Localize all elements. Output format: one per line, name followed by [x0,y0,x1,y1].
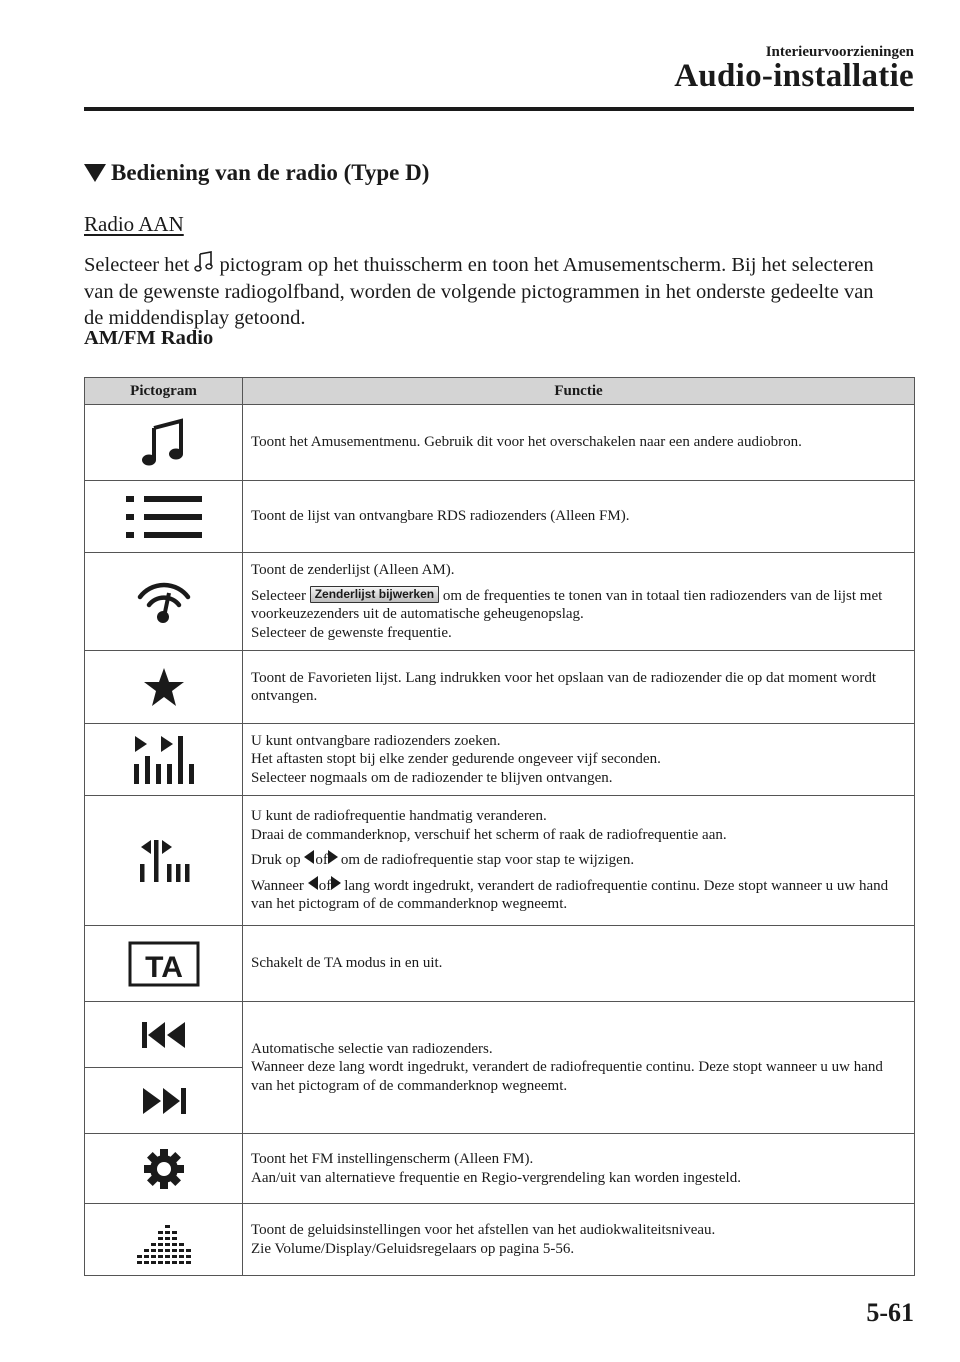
gear-icon [143,1148,185,1190]
function-text: Toont de lijst van ontvangbare RDS radiozenders (Alleen FM). [251,508,630,525]
section-title-text: Bediening van de radio (Type D) [111,160,430,185]
left-arrow-icon [308,876,318,890]
function-text: Toont het Amusementmenu. Gebruik dit voor het overschakelen naar een andere audiobron. [251,434,802,451]
function-text: U kunt de radiofrequentie handmatig veranderen. [251,808,547,825]
right-arrow-icon [331,876,341,890]
header-icon-column: Pictogram [85,378,243,405]
header-function-column: Functie [243,378,915,405]
table-row [85,1002,915,1134]
page-number: 5-61 [866,1298,914,1327]
table-row [85,796,915,926]
right-arrow-icon [328,850,338,864]
table-row [85,405,915,481]
star-icon [143,667,185,707]
function-text: Druk op of om de radiofrequentie stap voor stap te wijzigen. [251,852,635,869]
header-rule [84,107,914,111]
function-text: Wanneer deze lang wordt ingedrukt, verandert de radiofrequentie continu. Deze stopt wanneer u uw hand van het pictogram of de commanderknop wegneemt. [251,1059,883,1094]
function-text: Automatische selectie van radiozenders. [251,1040,493,1057]
function-text: Toont de geluidsinstellingen voor het afstellen van het audiokwaliteitsniveau. [251,1222,716,1238]
table-row [85,926,915,1002]
equalizer-icon [136,1215,192,1265]
table-row [85,481,915,553]
table-row [85,1134,915,1204]
table-row [85,651,915,724]
function-text: Toont het FM instellingenscherm (Alleen FM). [251,1151,534,1167]
skip-next-icon [141,1086,187,1116]
scan-icon [131,734,197,786]
function-text: Selecteer Zenderlijst bijwerken om de frequenties te tonen van in totaal tien radiozenders van de lijst met voorkeuzezenders uit de automatische geheugenopslag. [251,586,883,622]
table-row [85,553,915,651]
left-arrow-icon [304,850,314,864]
intro-paragraph: Selecteer het pictogram op het thuisscherm en toon het Amusementscherm. Bij het selecteren van de gewenste radiogolfband, worden de volgende pictogrammen in het onderste gedeelte van de middendisplay getoond. [84,251,884,332]
function-text: U kunt ontvangbare radiozenders zoeken. [251,732,501,749]
function-text: Schakelt de TA modus in en uit. [251,955,443,972]
section-title [84,160,429,186]
section-label: Audio-installatie [674,58,914,94]
table-row [85,1204,915,1276]
chapter-label: Interieurvoorzieningen [765,44,914,60]
music-note-icon [141,418,187,468]
zenderlijst-bijwerken-button: Zenderlijst bijwerken [310,586,439,603]
table-header-row [85,378,915,405]
function-text: Aan/uit van alternatieve frequentie en Regio-vergrendeling kan worden ingesteld. [251,1169,741,1186]
function-text: Wanneer of lang wordt ingedrukt, verandert de radiofrequentie continu. Deze stopt wanneer u uw hand van het pictogram of de commanderknop wegneemt. [251,877,889,913]
function-text: Selecteer de gewenste frequentie. [251,624,452,641]
svg-text:TA: TA [144,950,183,984]
table-row [85,724,915,796]
manual-tune-icon [138,838,190,884]
function-text: Zie Volume/Display/Geluidsregelaars op pagina 5-56. [251,1240,575,1257]
function-text: Draai de commanderknop, verschuif het scherm of raak de radiofrequentie aan. [251,826,727,843]
function-text: Het aftasten stopt bij elke zender gedurende ongeveer vijf seconden. [251,751,661,768]
radio-signal-icon [136,579,192,625]
band-title: AM/FM Radio [84,327,214,349]
function-text: Toont de Favorieten lijst. Lang indrukken voor het opslaan van de radiozender die op dat moment wordt ontvangen. [251,669,877,704]
down-triangle-icon [84,164,106,182]
subheading: Radio AAN [84,212,184,236]
ta-icon [128,941,200,987]
function-table [84,377,915,1276]
function-text: Toont de zenderlijst (Alleen AM). [251,562,455,578]
music-note-icon [194,251,214,273]
function-text: Selecteer nogmaals om de radiozender te blijven ontvangen. [251,769,613,786]
list-icon [124,494,204,540]
skip-previous-icon [141,1020,187,1050]
